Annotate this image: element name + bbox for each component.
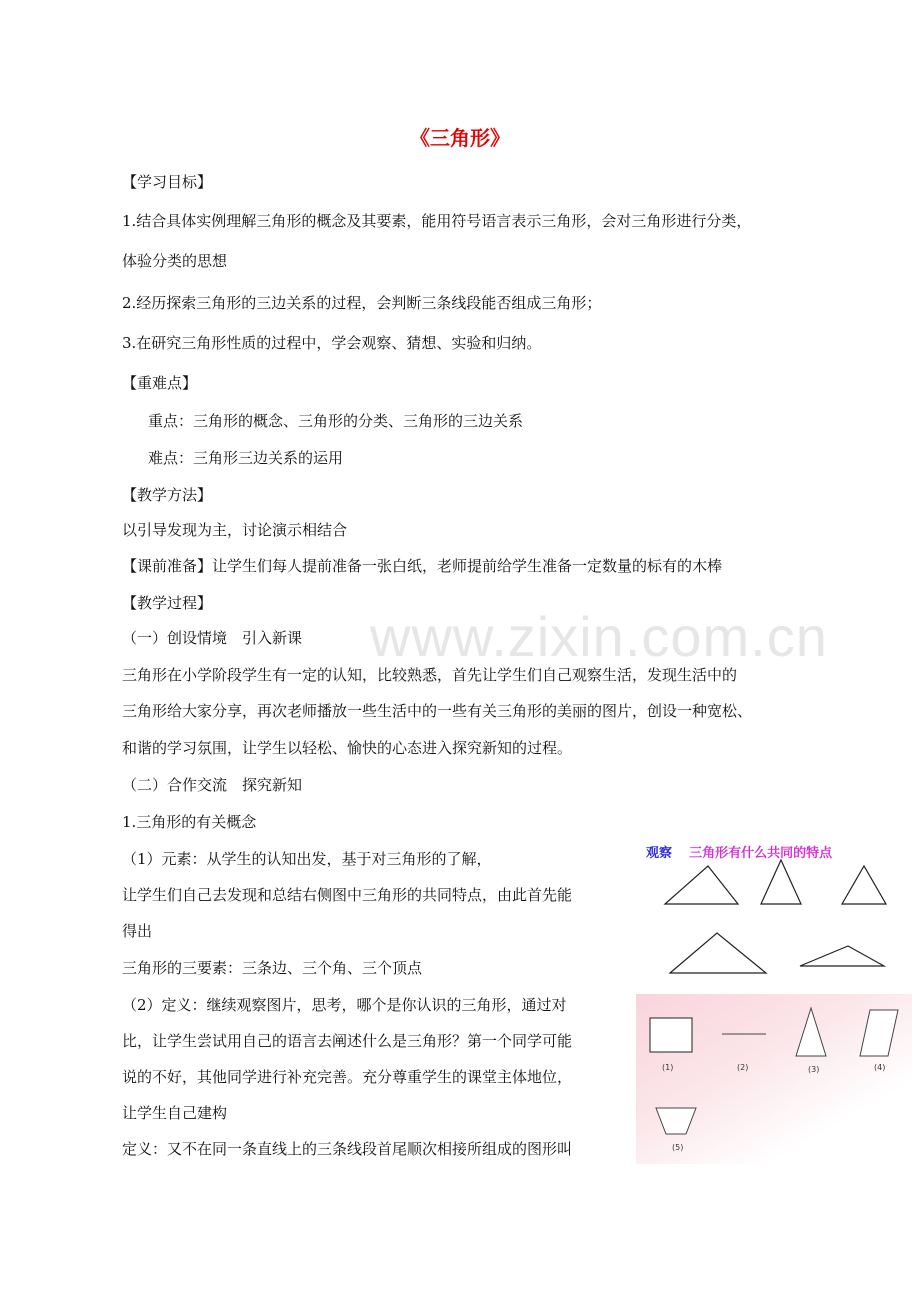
shape-label-4: (4) bbox=[874, 1063, 886, 1072]
triangle-2 bbox=[761, 860, 801, 904]
step-2-heading: （二）合作交流 探究新知 bbox=[122, 776, 303, 794]
shape-rectangle bbox=[650, 1018, 692, 1052]
step-1-line-1: 三角形在小学阶段学生有一定的认知，比较熟悉，首先让学生们自己观察生活，发现生活中的 bbox=[122, 666, 738, 684]
shape-label-1: (1) bbox=[662, 1063, 674, 1072]
figure-1-triangles bbox=[640, 836, 900, 986]
shape-label-3: (3) bbox=[808, 1065, 820, 1074]
shape-label-2: (2) bbox=[737, 1063, 749, 1072]
shape-label-5: (5) bbox=[672, 1143, 684, 1152]
method-text: 以引导发现为主，讨论演示相结合 bbox=[122, 521, 348, 539]
figure-1-question-label: 三角形有什么共同的特点 bbox=[689, 846, 833, 861]
objective-3: 3.在研究三角形性质的过程中，学会观察、猜想、实验和归纳。 bbox=[122, 334, 542, 352]
step-1-line-2: 三角形给大家分享，再次老师播放一些生活中的一些有关三角形的美丽的图片，创设一种宽松、 bbox=[122, 702, 753, 720]
definition-line-4: 让学生自己建构 bbox=[122, 1104, 228, 1122]
shape-trapezoid bbox=[656, 1108, 696, 1134]
step-1-heading: （一）创设情境 引入新课 bbox=[122, 629, 303, 647]
figure-1-observe-label: 观察 bbox=[646, 846, 673, 861]
triangle-1 bbox=[665, 866, 738, 904]
elements-line-1: （1）元素：从学生的认知出发，基于对三角形的了解， bbox=[122, 850, 492, 868]
triangle-5 bbox=[800, 946, 884, 966]
definition-line-3: 说的不好，其他同学进行补充完善。充分尊重学生的课堂主体地位， bbox=[122, 1068, 573, 1086]
triangle-3 bbox=[842, 866, 886, 904]
shape-triangle bbox=[796, 1008, 826, 1056]
elements-line-3: 得出 bbox=[122, 922, 153, 940]
heading-objectives: 【学习目标】 bbox=[122, 173, 213, 191]
triangle-4 bbox=[670, 933, 766, 973]
shape-parallelogram bbox=[860, 1010, 898, 1056]
elements-line-2: 让学生们自己去发现和总结右侧图中三角形的共同特点，由此首先能 bbox=[122, 886, 573, 904]
heading-method: 【教学方法】 bbox=[122, 486, 213, 504]
watermark: www.zixin.com.cn bbox=[370, 605, 828, 668]
prep-text: 【课前准备】让学生们每人提前准备一张白纸，老师提前给学生准备一定数量的标有的木棒 bbox=[122, 557, 723, 575]
definition-line-1: （2）定义：继续观察图片，思考，哪个是你认识的三角形，通过对 bbox=[122, 996, 567, 1014]
figure-2-shapes bbox=[636, 994, 912, 1164]
document-title: 《三角形》 bbox=[410, 126, 510, 150]
concept-heading: 1.三角形的有关概念 bbox=[122, 813, 257, 831]
key-difficulty: 难点：三角形三边关系的运用 bbox=[148, 449, 344, 467]
three-elements: 三角形的三要素：三条边、三个角、三个顶点 bbox=[122, 959, 423, 977]
heading-keypoints: 【重难点】 bbox=[122, 374, 198, 392]
key-focus: 重点：三角形的概念、三角形的分类、三角形的三边关系 bbox=[148, 412, 524, 430]
step-1-line-3: 和谐的学习氛围，让学生以轻松、愉快的心态进入探究新知的过程。 bbox=[122, 739, 573, 757]
definition-line-5: 定义：又不在同一条直线上的三条线段首尾顺次相接所组成的图形叫 bbox=[122, 1140, 573, 1158]
heading-process: 【教学过程】 bbox=[122, 594, 213, 612]
definition-line-2: 比，让学生尝试用自己的语言去阐述什么是三角形？第一个同学可能 bbox=[122, 1032, 573, 1050]
objective-2: 2.经历探索三角形的三边关系的过程，会判断三条线段能否组成三角形； bbox=[122, 294, 602, 312]
objective-1-line-1: 1.结合具体实例理解三角形的概念及其要素，能用符号语言表示三角形，会对三角形进行分类， bbox=[122, 212, 752, 230]
objective-1-line-2: 体验分类的思想 bbox=[122, 252, 228, 270]
